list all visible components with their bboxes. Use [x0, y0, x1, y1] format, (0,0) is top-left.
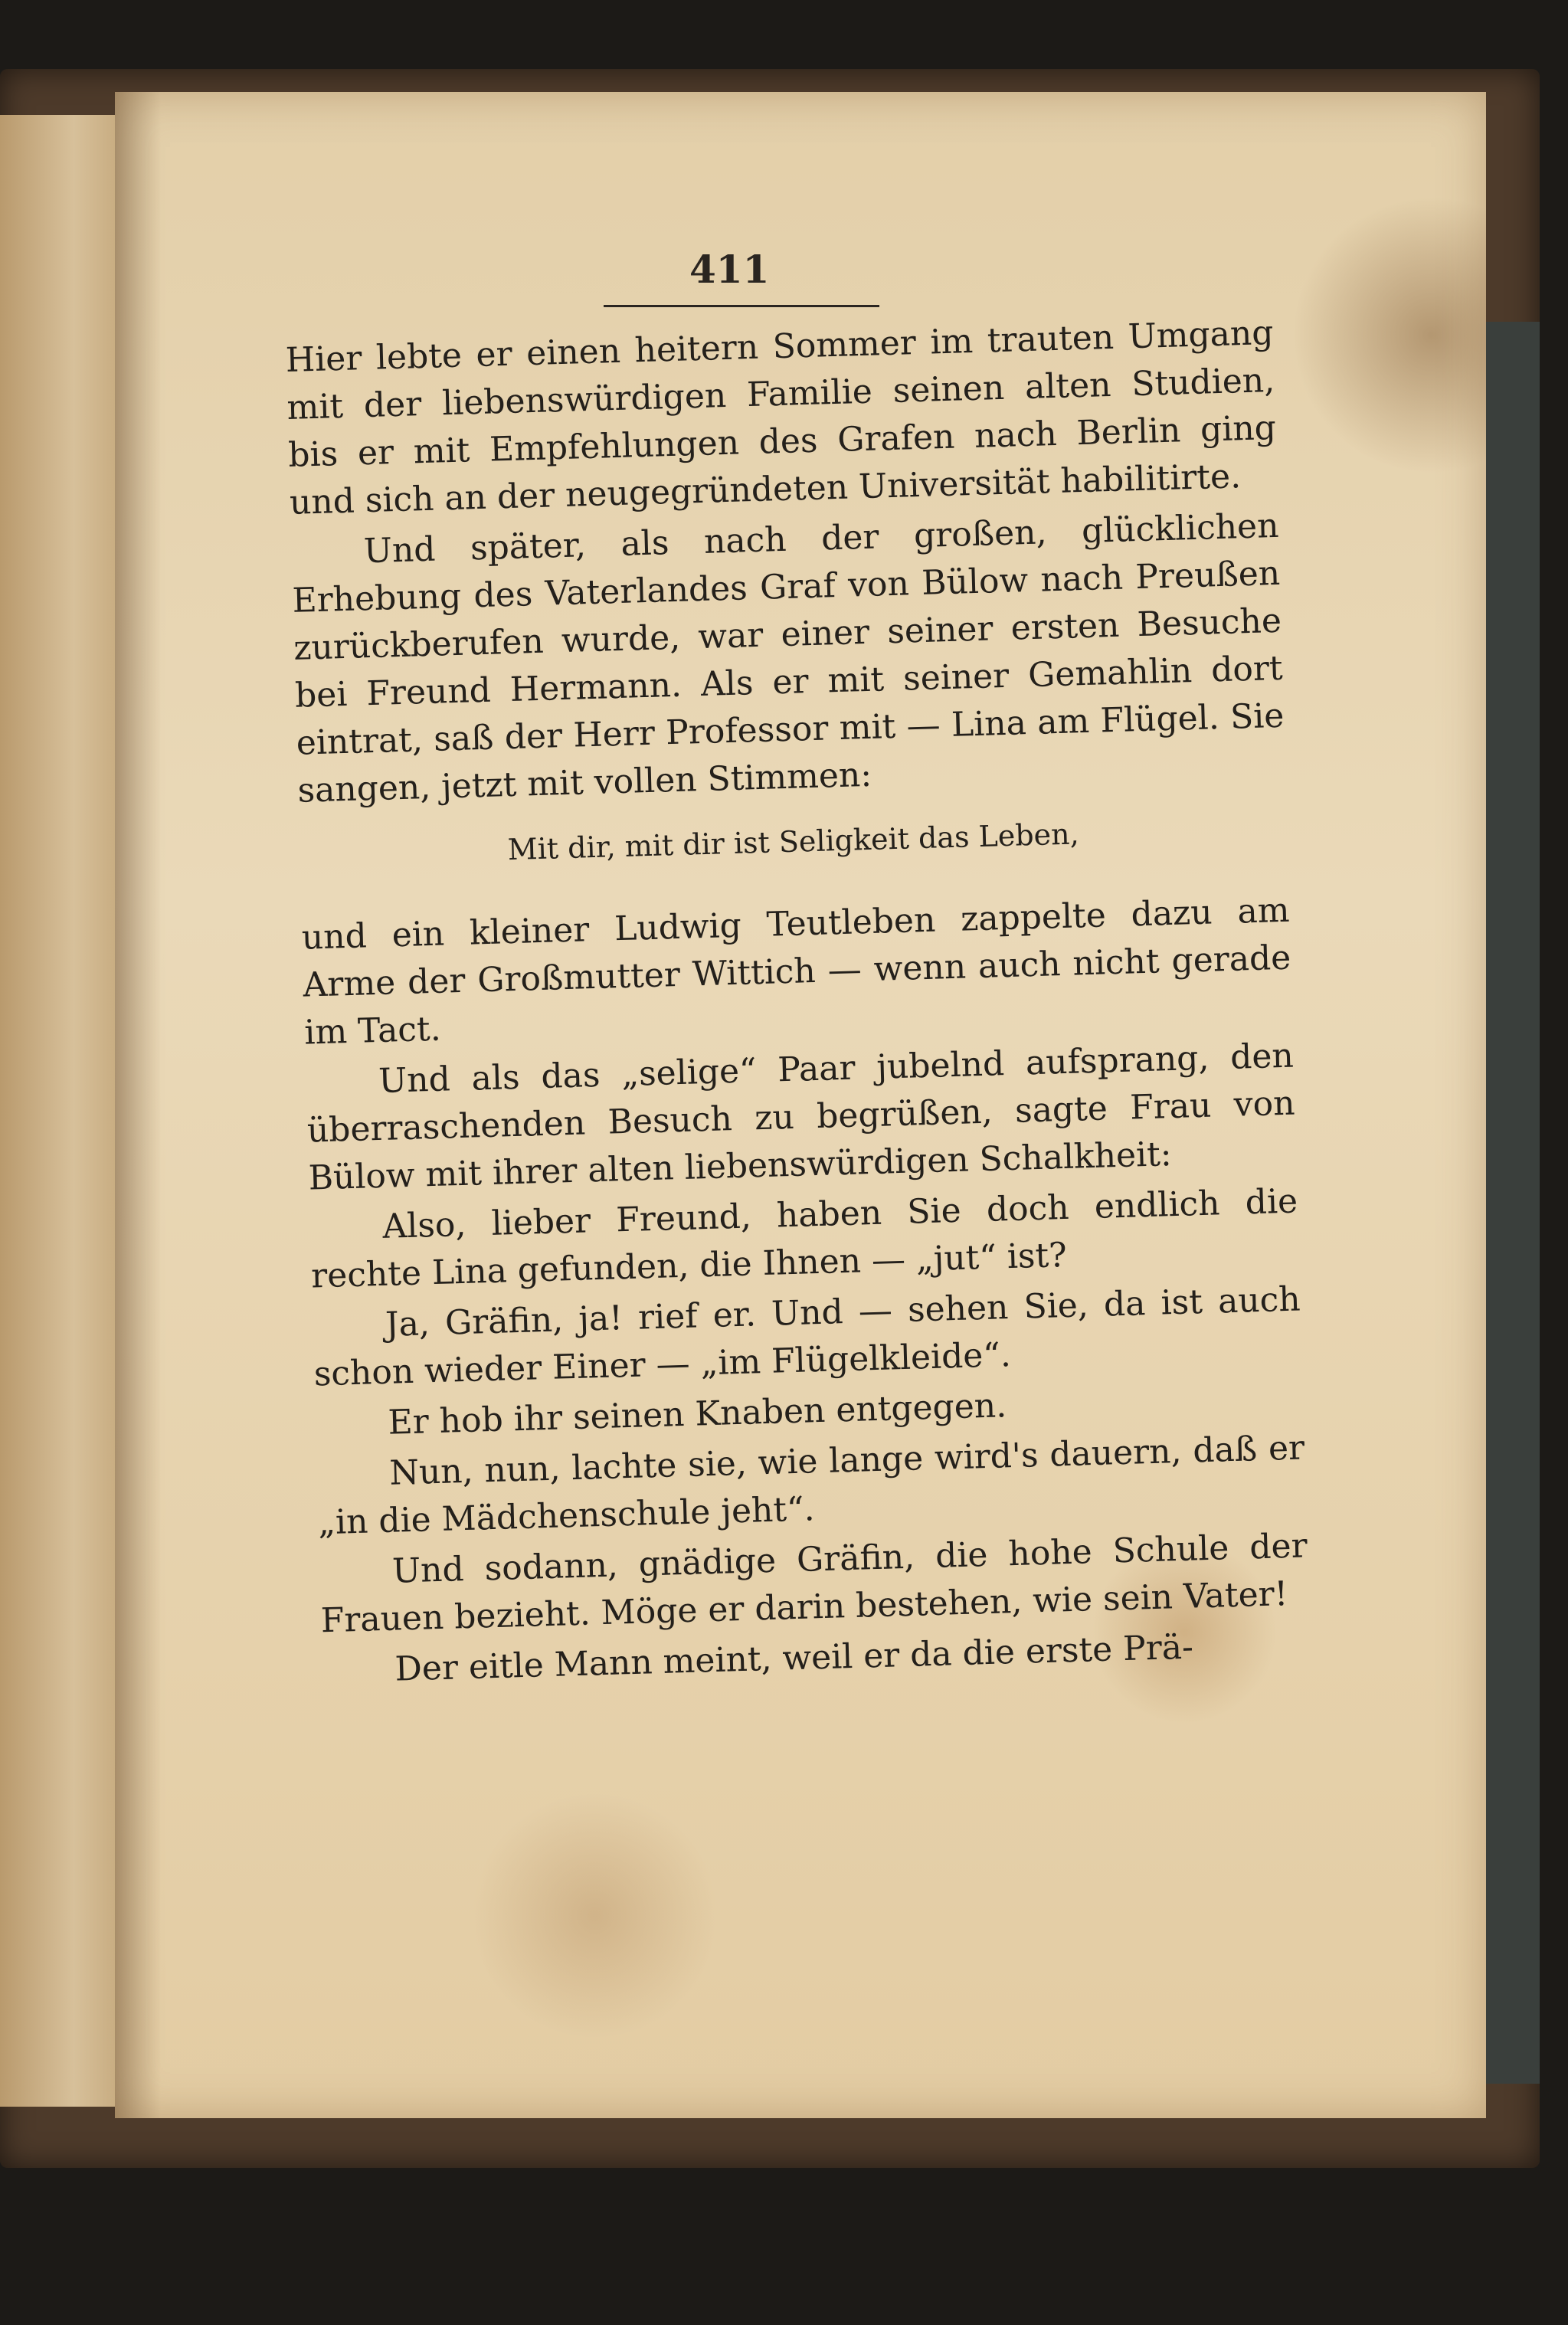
paragraph: Er hob ihr seinen Knaben entgegen. [387, 1386, 1007, 1442]
paragraph: Der eitle Mann meint, weil er da die erste Prä- [394, 1627, 1194, 1689]
page-number: 411 [689, 247, 770, 292]
paragraph: Hier lebte er einen heitern Sommer im trauten Umgang mit der liebenswürdigen Familie seinen alten Studien, bis er mit Empfehlungen des Grafen nach Berlin ging und sich an der neugegründeten Universität habilitirte. [285, 313, 1277, 522]
paragraph: Und später, als nach der großen, glücklichen Erhebung des Vaterlandes Graf von Bülow nach Preußen zurückberufen wurde, war einer seiner ersten Besuche bei Freund Hermann. Als er mit seiner Gemahlin dort eintrat, saß der Herr Professor mit — Lina am Flügel. Sie sangen, jetzt mit vollen Stimmen: [291, 506, 1285, 810]
header-rule [604, 305, 879, 307]
page-text [285, 309, 1311, 1698]
paragraph: Nun, nun, lachte sie, wie lange wird's dauern, daß er „in die Mädchenschule jeht“. [317, 1428, 1305, 1543]
paragraph: Also, lieber Freund, haben Sie doch endlich die rechte Lina gefunden, die Ihnen — „jut“ ist? [310, 1181, 1298, 1296]
page-gutter-shadow [115, 92, 161, 2118]
paragraph: Ja, Gräfin, ja! rief er. Und — sehen Sie, da ist auch schon wieder Einer — „im Flügelkleide“. [313, 1279, 1301, 1394]
left-page-edge [0, 115, 123, 2107]
paragraph: Und als das „selige“ Paar jubelnd aufsprang, den überraschenden Besuch zu begrüßen, sagte Frau von Bülow mit ihrer alten liebenswürdigen Schalkheit: [306, 1036, 1296, 1198]
paragraph: und ein kleiner Ludwig Teutleben zappelte dazu am Arme der Großmutter Wittich — wenn auch nicht gerade im Tact. [301, 890, 1291, 1053]
paragraph: Und sodann, gnädige Gräfin, die hohe Schule der Frauen bezieht. Möge er darin bestehen, wie sein Vater! [320, 1526, 1308, 1641]
verse-quote: Mit dir, mit dir ist Seligkeit das Leben, [507, 817, 1080, 867]
